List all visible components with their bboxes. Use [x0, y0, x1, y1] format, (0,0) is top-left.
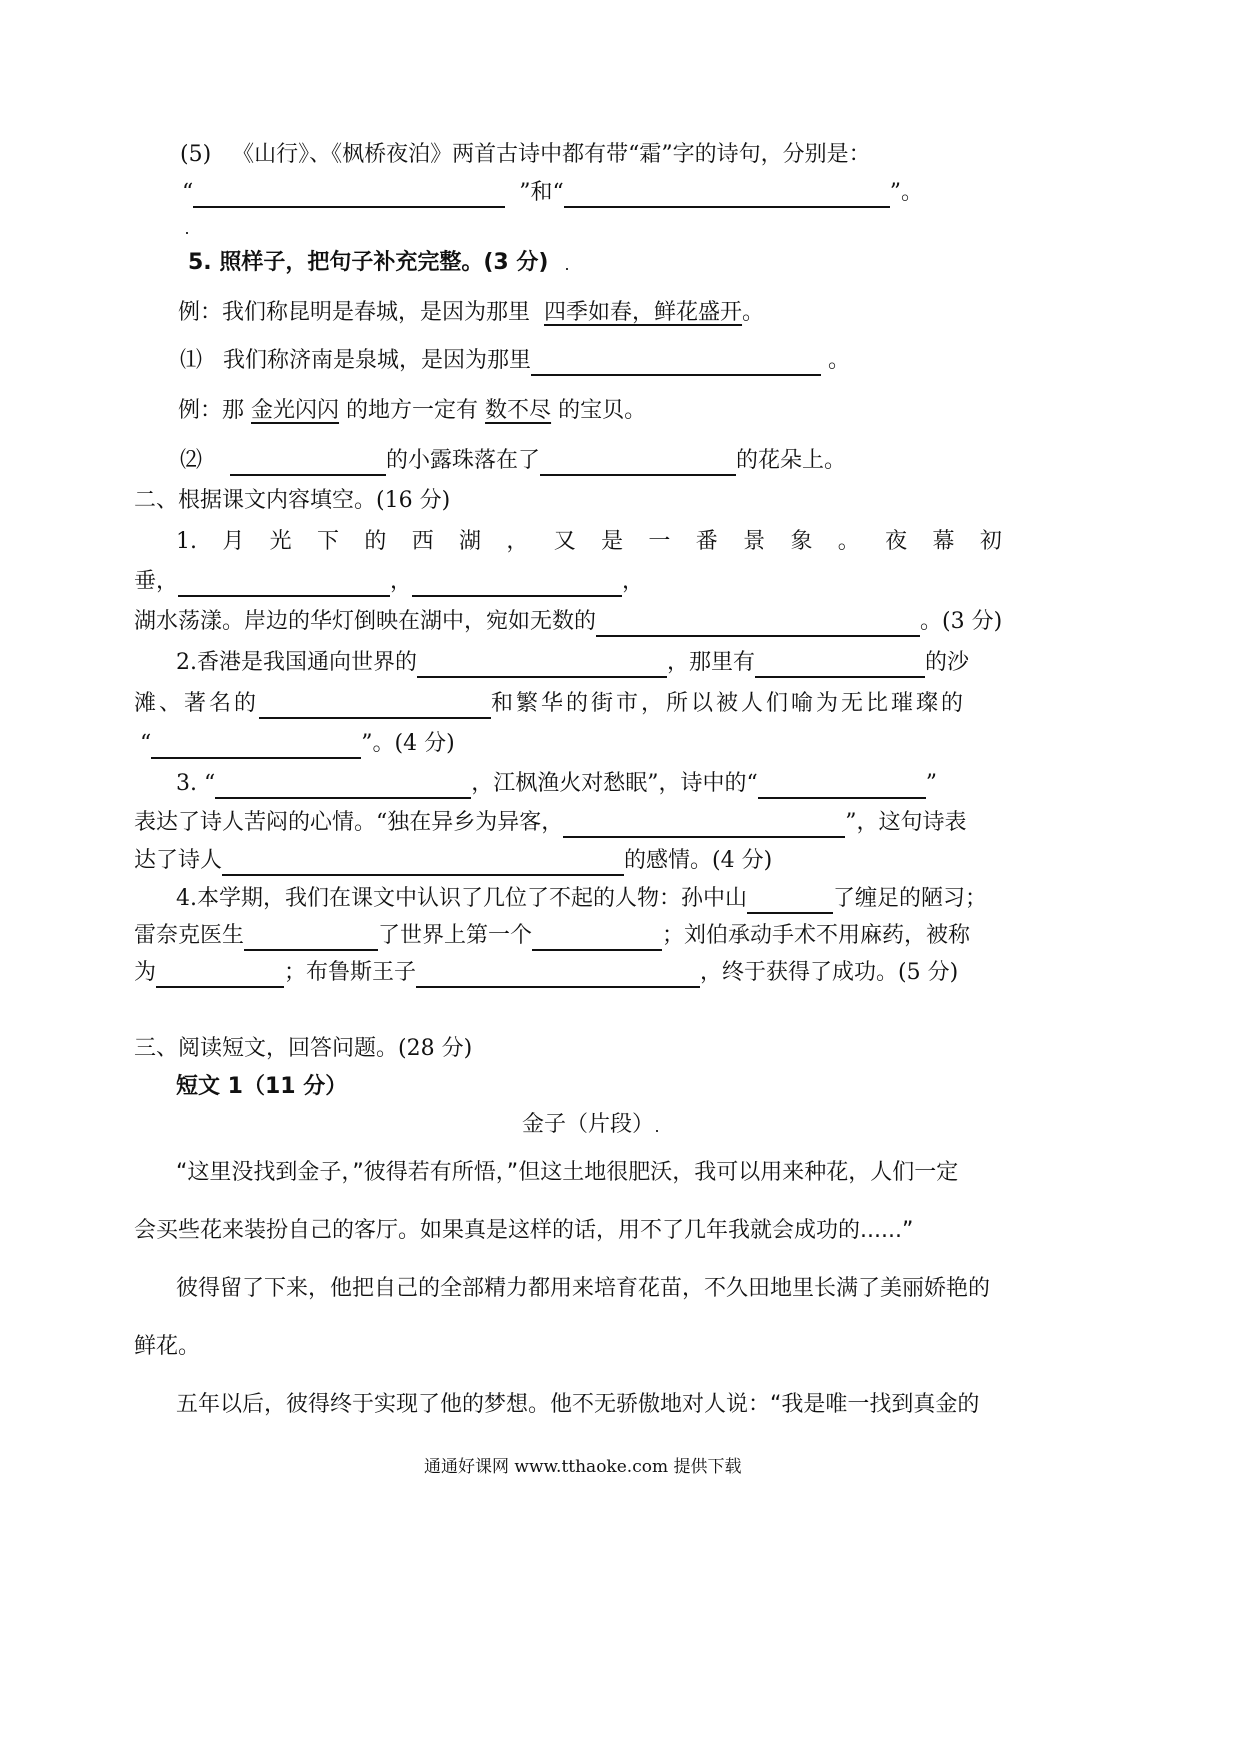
- sec2-q1-line1: [176, 527, 1002, 557]
- q1-line1-char: 景: [743, 529, 766, 554]
- q1-line1-char: 下: [317, 529, 340, 554]
- passage-title: 金子（片段）: [522, 1112, 655, 1137]
- q1-line1-char: 象: [790, 529, 813, 554]
- q5-sentence-2: [180, 446, 846, 476]
- q4-line3-text: 为: [134, 960, 157, 985]
- sentence-1-text: 我们称济南是泉城，是因为那里: [223, 348, 532, 373]
- q4-5-line2: [182, 178, 923, 208]
- q5-title: 5. 照样子，把句子补充完整。(3 分): [188, 250, 549, 275]
- q2-line3-end: ”。(4 分): [361, 731, 455, 756]
- stray-dot-2: [566, 268, 568, 270]
- passage-label: 短文 1（11 分）: [176, 1074, 348, 1099]
- q4-line3-middle: ；布鲁斯王子: [284, 960, 417, 985]
- q1-line1-char: 西: [411, 529, 434, 554]
- q1-line3-text: 湖水荡漾。岸边的华灯倒映在湖中，宛如无数的: [134, 609, 597, 634]
- q1-line1-char: 番: [695, 529, 718, 554]
- stray-dot: [186, 232, 188, 234]
- passage-p2-line1: 彼得留了下来，他把自己的全部精力都用来培育花苗，不久田地里长满了美丽娇艳的: [176, 1276, 991, 1301]
- q1-comma-2: ，: [622, 569, 645, 594]
- example-2-answer-1: 金光闪闪: [251, 398, 340, 423]
- footer-credit: 通通好课网 www.tthaoke.com 提供下载: [424, 1457, 742, 1477]
- section-2-title: 二、根据课文内容填空。(16 分): [134, 488, 451, 513]
- q2-line2-rest: 和繁华的街市，所以被人们喻为无比璀璨的: [491, 691, 967, 716]
- sec2-q2-line1: [176, 648, 969, 678]
- q2-quote-open: “: [140, 731, 152, 756]
- answer-blank-poem-3[interactable]: [215, 773, 471, 799]
- passage-p1-line1: “这里没找到金子，”彼得若有所悟，”但这土地很肥沃，我可以用来种花，人们一定: [176, 1160, 959, 1185]
- quote-and: ”和“: [519, 180, 564, 205]
- q2-line2-start: 滩、著名的: [134, 691, 260, 716]
- sec2-q4-line3: [134, 958, 958, 988]
- q1-line1-char: 1.: [176, 529, 197, 554]
- example-1-prefix: 例：我们称昆明是春城，是因为那里: [178, 300, 531, 325]
- sentence-2-number: ⑵: [180, 448, 203, 473]
- q1-line1-char: 光: [269, 529, 292, 554]
- answer-blank-westlake-3[interactable]: [596, 611, 920, 637]
- example-2-prefix: 例：那: [178, 398, 245, 423]
- q2-line1-end: 的沙: [925, 650, 970, 675]
- answer-blank-people-5[interactable]: [416, 962, 700, 988]
- q1-line1-char: 是: [601, 529, 624, 554]
- sentence-1-end: 。: [828, 348, 851, 373]
- stray-dot-3: [656, 1130, 658, 1132]
- sec2-q2-line2: [134, 689, 966, 719]
- answer-blank-people-1[interactable]: [747, 888, 833, 914]
- q4-line1-end: 了缠足的陋习；: [833, 886, 988, 911]
- answer-blank-poem-4[interactable]: [758, 773, 926, 799]
- q1-line1-char: 又: [553, 529, 576, 554]
- q4-line2-text: 雷奈克医生: [134, 923, 245, 948]
- q3-line2-text: 表达了诗人苦闷的心情。“独在异乡为异客，: [134, 810, 564, 835]
- q5-sentence-1: [180, 346, 850, 376]
- q5-example-2: [178, 396, 646, 426]
- quote-open: “: [182, 180, 194, 205]
- q1-line1-char: 幕: [932, 529, 955, 554]
- sec2-q1-line3: [134, 607, 1002, 637]
- answer-blank-poem-5[interactable]: [563, 812, 845, 838]
- passage-p2-line2: 鲜花。: [134, 1334, 201, 1359]
- sentence-2-middle: 的小露珠落在了: [386, 448, 541, 473]
- example-2-middle: 的地方一定有: [346, 398, 479, 423]
- q3-line2-end: ”，这句诗表: [845, 810, 967, 835]
- q4-5-text: 《山行》、《枫桥夜泊》两首古诗中都有带“霜”字的诗句，分别是：: [232, 142, 871, 167]
- q3-line3-end: 的感情。(4 分): [624, 848, 773, 873]
- q4-line2-end: ；刘伯承动手术不用麻药，被称: [662, 923, 971, 948]
- sec2-q3-line2: [134, 808, 967, 838]
- q4-5-line1: [180, 140, 871, 170]
- example-1-answer: 四季如春，鲜花盛开: [544, 300, 743, 325]
- q1-line1-char: 夜: [885, 529, 908, 554]
- q4-line3-end: ，终于获得了成功。(5 分): [700, 960, 959, 985]
- q4-line2-middle: 了世界上第一个: [378, 923, 533, 948]
- answer-blank-people-3[interactable]: [532, 925, 662, 951]
- q1-line1-char: 一: [648, 529, 671, 554]
- q2-line1-middle: ，那里有: [667, 650, 756, 675]
- answer-blank-hk-1[interactable]: [417, 652, 667, 678]
- answer-blank-flower[interactable]: [540, 450, 736, 476]
- answer-blank-poem-1[interactable]: [193, 182, 505, 208]
- passage-p3-line1: 五年以后，彼得终于实现了他的梦想。他不无骄傲地对人说：“我是唯一找到真金的: [176, 1392, 980, 1417]
- answer-blank-jinan[interactable]: [531, 350, 821, 376]
- answer-blank-dewdrop[interactable]: [230, 450, 386, 476]
- answer-blank-hk-4[interactable]: [151, 733, 361, 759]
- q3-line3-text: 达了诗人: [134, 848, 223, 873]
- answer-blank-poem-2[interactable]: [564, 182, 890, 208]
- q1-line1-char: 。: [837, 529, 860, 554]
- answer-blank-hk-2[interactable]: [755, 652, 925, 678]
- example-2-answer-2: 数不尽: [485, 398, 552, 423]
- q2-line1-text: 2.香港是我国通向世界的: [176, 650, 417, 675]
- sec2-q2-line3: [140, 729, 455, 759]
- sec2-q4-line1: [176, 884, 987, 914]
- section-3-title: 三、阅读短文，回答问题。(28 分): [134, 1036, 473, 1061]
- q4-5-number: (5): [180, 142, 212, 167]
- answer-blank-poem-6[interactable]: [222, 850, 624, 876]
- q3-line1-end: ”: [925, 771, 937, 796]
- q1-line1-char: 初: [979, 529, 1002, 554]
- q1-comma: ，: [390, 569, 413, 594]
- q4-line1-text: 4.本学期，我们在课文中认识了几位了不起的人物：孙中山: [176, 886, 747, 911]
- sentence-1-number: ⑴: [180, 348, 203, 373]
- answer-blank-westlake-2[interactable]: [412, 571, 622, 597]
- answer-blank-westlake-1[interactable]: [178, 571, 390, 597]
- q5-example-1: [178, 298, 764, 328]
- sec2-q3-line1: [176, 769, 937, 799]
- example-1-end: 。: [742, 300, 765, 325]
- q1-line1-char: 湖: [459, 529, 482, 554]
- quote-end: ”。: [889, 180, 923, 205]
- q1-line3-end: 。(3 分): [920, 609, 1003, 634]
- q3-line1-start: 3. “: [176, 771, 216, 796]
- q1-line1-char: 月: [222, 529, 245, 554]
- sec2-q4-line2: [134, 921, 970, 951]
- answer-blank-people-4[interactable]: [156, 962, 284, 988]
- q1-line1-char: ，: [506, 529, 529, 554]
- sentence-2-end: 的花朵上。: [736, 448, 847, 473]
- q1-line2-start: 垂，: [134, 569, 179, 594]
- q1-line1-char: 的: [364, 529, 387, 554]
- q3-line1-middle: ，江枫渔火对愁眠”，诗中的“: [471, 771, 758, 796]
- answer-blank-people-2[interactable]: [244, 925, 378, 951]
- sec2-q1-line2: [134, 567, 644, 597]
- sec2-q3-line3: [134, 846, 772, 876]
- passage-p1-line2: 会买些花来装扮自己的客厅。如果真是这样的话，用不了几年我就会成功的......”: [134, 1218, 914, 1243]
- example-2-end: 的宝贝。: [558, 398, 647, 423]
- answer-blank-hk-3[interactable]: [259, 693, 491, 719]
